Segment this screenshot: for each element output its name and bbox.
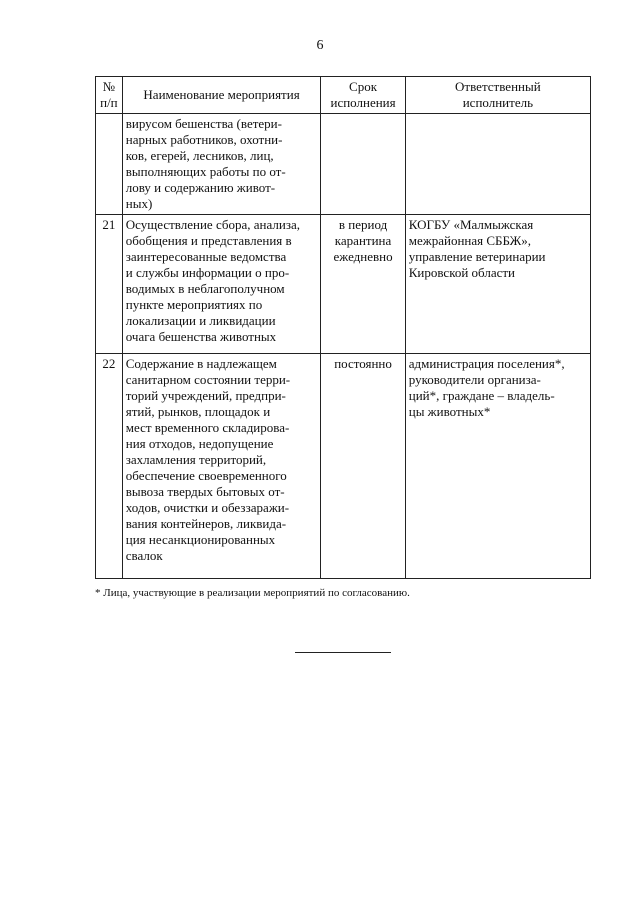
- term-cell: постоянно: [321, 354, 405, 579]
- header-term: Срок исполнения: [321, 77, 405, 114]
- header-responsible: Ответственный исполнитель: [405, 77, 590, 114]
- page-number: 6: [316, 38, 324, 53]
- end-divider: [295, 652, 391, 653]
- header-number: № п/п: [96, 77, 123, 114]
- responsible-cell: [405, 114, 590, 215]
- header-measure-name: Наименование мероприятия: [122, 77, 321, 114]
- table-row: [96, 215, 591, 354]
- measure-name-cell: Содержание в надлежащем санитарном состоянии терри- торий учреждений, предпри- ятий, рынков, площадок и мест временного складирова- ния отходов, недопущение захламления территорий, обеспечение своевременного вывоза твердых бытовых от- ходов, очистки и обеззаражи- вания контейнеров, ликвида- ция несанкционированных свалок: [122, 354, 321, 579]
- footnote: * Лица, участвующие в реализации мероприятий по согласованию.: [95, 587, 410, 599]
- table-row: [96, 114, 591, 215]
- row-number-cell: 21: [96, 215, 123, 354]
- row-number-cell: 22: [96, 354, 123, 579]
- table-header-row: [96, 77, 591, 114]
- responsible-cell: КОГБУ «Малмыжская межрайонная СББЖ», управление ветеринарии Кировской области: [405, 215, 590, 354]
- row-number-cell: [96, 114, 123, 215]
- table-row: [96, 354, 591, 579]
- measure-name-cell: Осуществление сбора, анализа, обобщения и представления в заинтересованные ведомства и службы информации о про- водимых в неблагополучном пункте мероприятиях по локализации и ликвидации очага бешенства животных: [122, 215, 321, 354]
- measures-table: [95, 76, 591, 579]
- term-cell: [321, 114, 405, 215]
- measure-name-cell: вирусом бешенства (ветери- нарных работников, охотни- ков, егерей, лесников, лиц, выполняющих работы по от- лову и содержанию живот- ных): [122, 114, 321, 215]
- responsible-cell: администрация поселения*, руководители организа- ций*, граждане – владель- цы животных*: [405, 354, 590, 579]
- term-cell: в период карантина ежедневно: [321, 215, 405, 354]
